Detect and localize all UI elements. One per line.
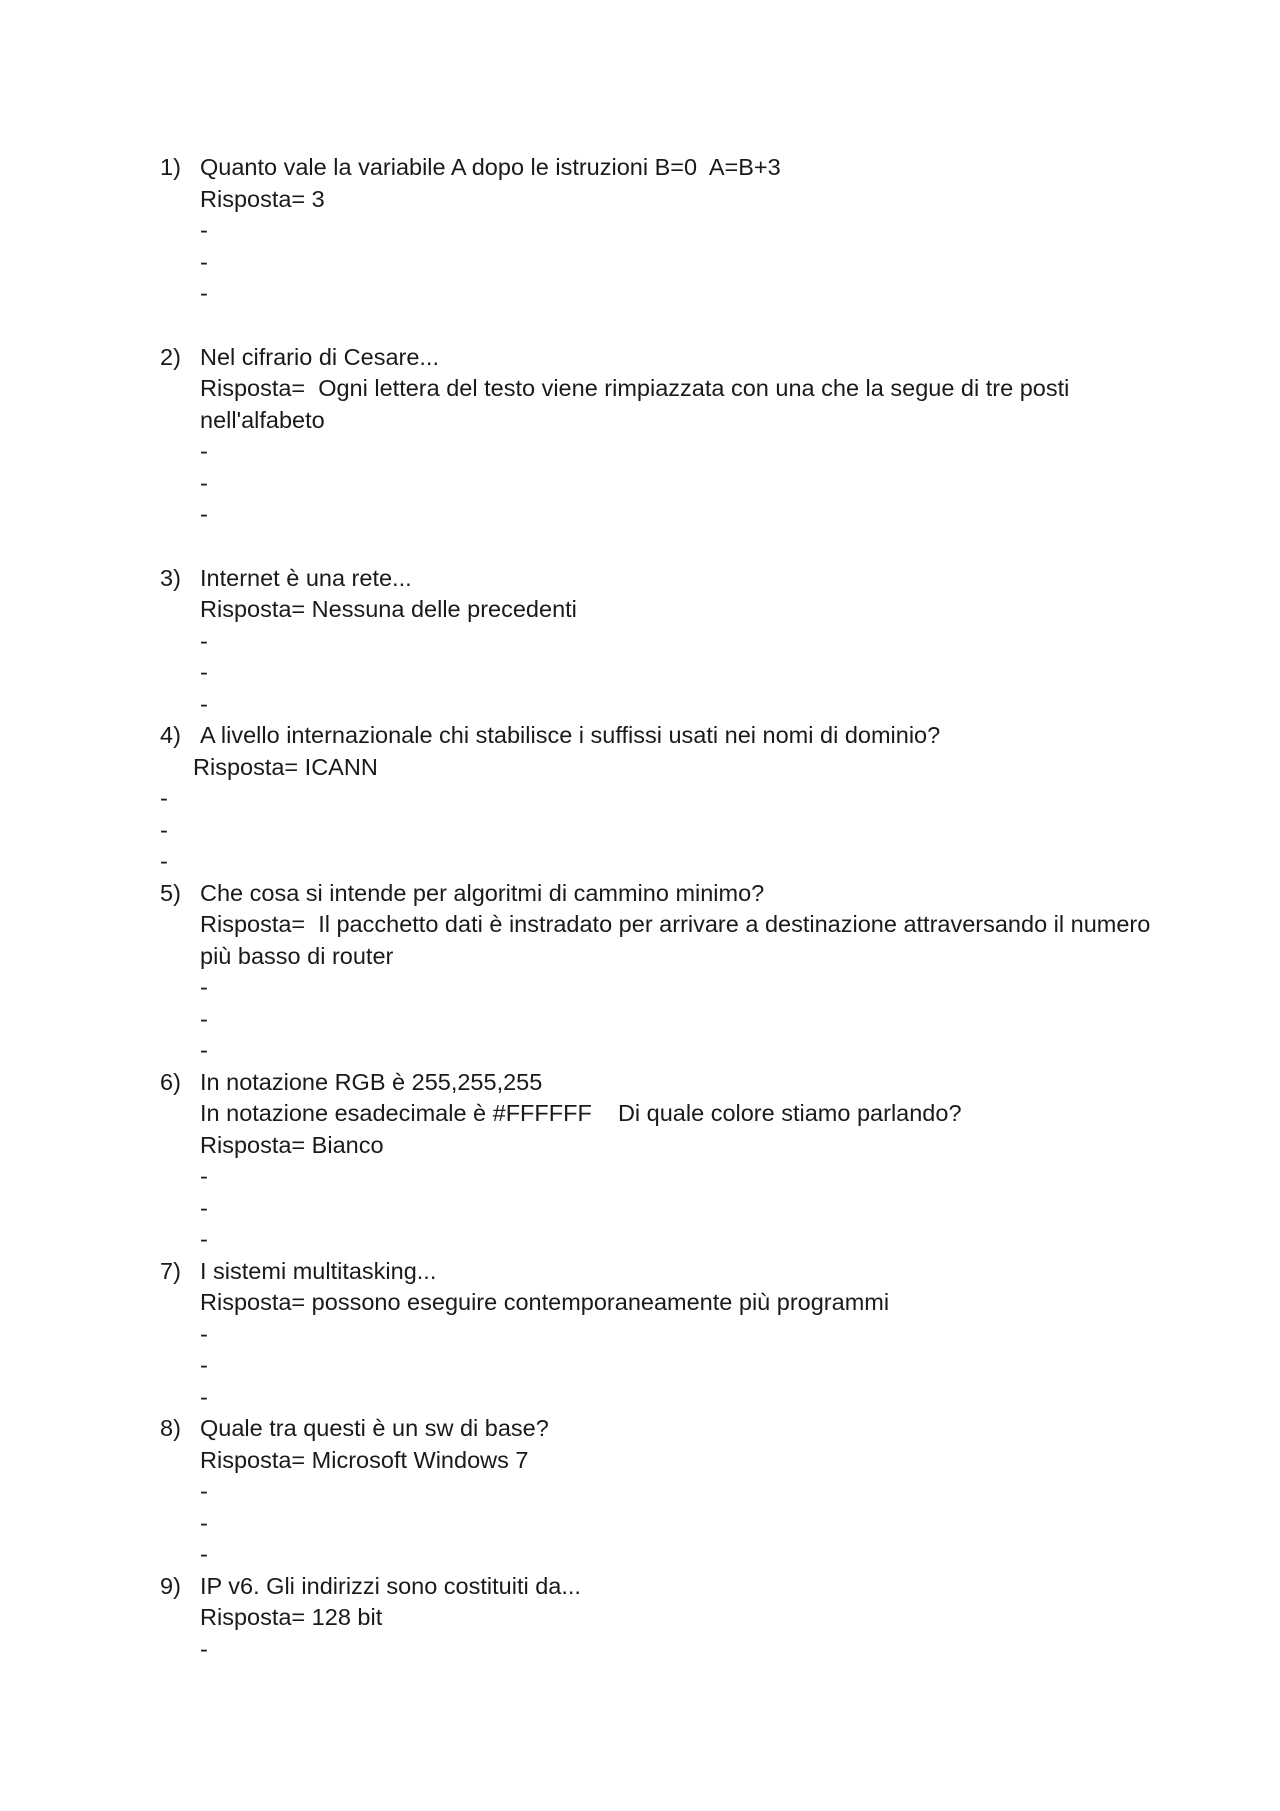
dash-bullet: - bbox=[200, 974, 208, 1000]
dash-bullet: - bbox=[200, 1194, 208, 1221]
spacer bbox=[160, 531, 1160, 563]
question-8 bbox=[160, 1413, 1160, 1571]
dash-bullet: - bbox=[200, 248, 208, 275]
dash-bullet: - bbox=[200, 469, 208, 496]
quiz-document bbox=[160, 152, 1160, 1665]
dash-bullet: - bbox=[200, 627, 208, 654]
question-2 bbox=[160, 342, 1160, 531]
question-3 bbox=[160, 563, 1160, 721]
question-number: 5) bbox=[160, 879, 181, 906]
question-text-continued: In notazione esadecimale è #FFFFFF Di quale colore stiamo parlando? bbox=[200, 1100, 962, 1126]
question-number: 7) bbox=[160, 1257, 181, 1284]
question-text: In notazione RGB è 255,255,255 bbox=[200, 1068, 543, 1095]
dash-bullet: - bbox=[200, 217, 208, 243]
answer-text: Risposta= ICANN bbox=[193, 753, 378, 780]
answer-text: Risposta= Ogni lettera del testo viene rimpiazzata con una che la segue di tre posti bbox=[200, 375, 1070, 401]
answer-text: Risposta= Microsoft Windows 7 bbox=[200, 1446, 529, 1473]
dash-bullet: - bbox=[200, 1478, 208, 1504]
question-number: 8) bbox=[160, 1415, 181, 1441]
answer-text-continued: nell'alfabeto bbox=[200, 406, 325, 433]
question-number: 2) bbox=[160, 343, 181, 370]
dash-bullet: - bbox=[200, 1352, 208, 1378]
answer-text: Risposta= 128 bit bbox=[200, 1604, 383, 1630]
question-number: 1) bbox=[160, 154, 181, 180]
answer-text: Risposta= 3 bbox=[200, 185, 325, 212]
dash-bullet: - bbox=[200, 1163, 208, 1189]
dash-bullet: - bbox=[160, 785, 168, 811]
answer-text: Risposta= possono eseguire contemporaneamente più programmi bbox=[200, 1289, 890, 1315]
answer-text: Risposta= Nessuna delle precedenti bbox=[200, 596, 577, 622]
dash-bullet: - bbox=[200, 1635, 208, 1662]
dash-bullet: - bbox=[200, 1541, 208, 1567]
question-number: 3) bbox=[160, 564, 181, 591]
question-number: 6) bbox=[160, 1068, 181, 1095]
dash-bullet: - bbox=[200, 280, 208, 306]
question-6 bbox=[160, 1067, 1160, 1256]
dash-bullet: - bbox=[200, 1383, 208, 1410]
answer-text-continued: più basso di router bbox=[200, 942, 394, 969]
dash-bullet: - bbox=[200, 690, 208, 717]
dash-bullet: - bbox=[160, 816, 168, 843]
question-5 bbox=[160, 878, 1160, 1067]
question-text: Quale tra questi è un sw di base? bbox=[200, 1415, 549, 1441]
answer-text: Risposta= Bianco bbox=[200, 1131, 384, 1158]
question-text: IP v6. Gli indirizzi sono costituiti da... bbox=[200, 1572, 581, 1599]
dash-bullet: - bbox=[200, 1320, 208, 1347]
spacer bbox=[160, 310, 1160, 342]
question-text: I sistemi multitasking... bbox=[200, 1257, 437, 1284]
dash-bullet: - bbox=[200, 1226, 208, 1252]
dash-bullet: - bbox=[160, 848, 168, 874]
question-text: Che cosa si intende per algoritmi di cammino minimo? bbox=[200, 879, 765, 906]
question-9 bbox=[160, 1571, 1160, 1666]
question-number: 9) bbox=[160, 1572, 181, 1599]
question-1 bbox=[160, 152, 1160, 310]
dash-bullet: - bbox=[200, 1509, 208, 1536]
dash-bullet: - bbox=[200, 501, 208, 527]
dash-bullet: - bbox=[200, 659, 208, 685]
question-text: A livello internazionale chi stabilisce i suffissi usati nei nomi di dominio? bbox=[200, 722, 941, 748]
dash-bullet: - bbox=[200, 1005, 208, 1032]
dash-bullet: - bbox=[200, 1037, 208, 1063]
question-text: Internet è una rete... bbox=[200, 564, 412, 591]
question-4 bbox=[160, 720, 1160, 878]
question-text: Nel cifrario di Cesare... bbox=[200, 343, 439, 370]
answer-text: Risposta= Il pacchetto dati è instradato per arrivare a destinazione attraversando il numero bbox=[200, 911, 1151, 937]
dash-bullet: - bbox=[200, 438, 208, 464]
question-number: 4) bbox=[160, 722, 181, 748]
question-text: Quanto vale la variabile A dopo le istruzioni B=0 A=B+3 bbox=[200, 154, 781, 180]
question-7 bbox=[160, 1256, 1160, 1414]
